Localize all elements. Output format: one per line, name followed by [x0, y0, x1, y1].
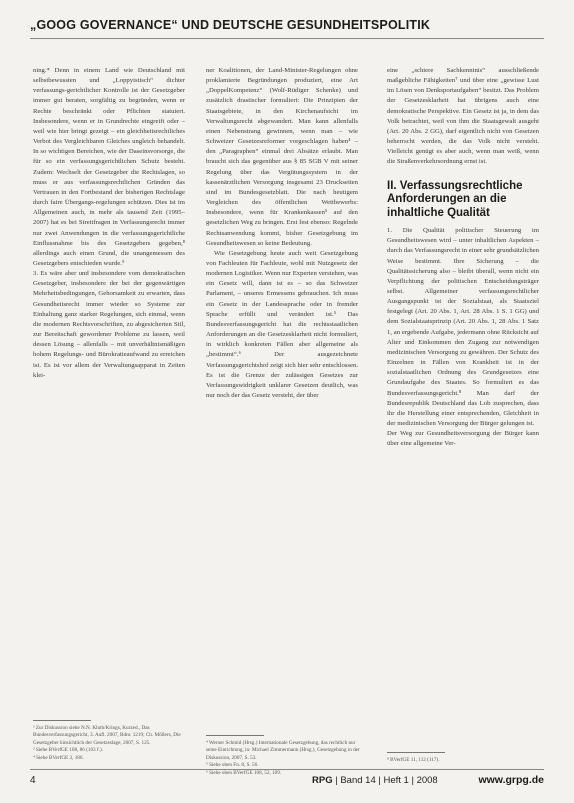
text-column-3 — [387, 66, 539, 450]
footnote: ⁸ BVerfGE 11, 112 (117). — [387, 757, 440, 763]
footnotes-column-1 — [33, 720, 185, 762]
footnote: ⁵ Siehe oben Fn. 8, S. 56. — [206, 762, 259, 769]
running-title: „GOOG GOVERNANCE“ UND DEUTSCHE GESUNDHEITSPOLITIK — [30, 18, 431, 32]
footnote-rule — [206, 735, 264, 736]
header-rule — [30, 38, 544, 39]
journal-abbreviation: RPG — [312, 775, 333, 786]
footnote: ² Zur Diskussion siehe N.N. Kluth/Krings, Kurzed., Das Bundesverfassungsgericht, 3. Aufl. 2007, Rdnr. 1219; Ch. Möllers, Die Gesetzgeber hinsichtlich der Gesetzeslage, 2007, S. 125. — [33, 725, 181, 746]
body-paragraph: eine „schiere Sachkenntnis“ ausschließende maßgebliche Fähigkeiten⁷ und über eine „gewisse Lust im Lösen von Denksportaufgaben“ besitzt. Das Problem der Gesetzesklarheit hat übrigens auch eine demokratische Perspektive. Ein Gesetz ist ja, in dem das Volk betrachtet, weil von ihm die Staatsgewalt ausgeht (Art. 20 Abs. 2 GG), darf eigentlich nicht von Gesetzen beherrscht werden, die das Volk nicht versteht. Vielleicht genügt es aber auch, wenn man weiß, wenn die Straßenverkehrsordnung ernst ist. — [387, 67, 539, 166]
body-paragraph: 1. Die Qualität politischer Steuerung im Gesundheitswesen wird – unter inhaltlichen Aspekten – durch das Verfassungsrecht in einer sehr grundsätzlichen Weise bestimmt. Ihre Sicherung – die Qualitätssicherung also – bleibt überall, wenn nicht ein Verpflichtung der politischen Entscheidungsträger selbst. Allgemeiner verfassungsrechtlicher Ausgangspunkt ist der Sozialstaat, als Staatsziel festgelegt (Art. 20 Abs. 1, Art. 28 Abs. 1 S. 1 GG) und dem Sozialstaatsprinzip (Art. 20 Abs. 1, 28 Abs. 1 Satz 1, an ergebende Aufgabe, jedermann ohne Rücksicht auf Alter und Einkommen den Zugang zur notwendigen medizinischen Versorgung zu gewähren. Der Schutz des Einzelnen in Fällen von Krankheit ist in der sozialstaatlichen Ordnung des Grundgesetzes eine Grundaufgabe des Staates. So formuliert es das Bundesverfassungsgericht.⁸ Man darf der Bundesrepublik Deutschland das Lob zusprechen, dass ihr die Herstellung einer entsprechenden, Gleichheit in der medizinischen Versorgung der Bürger gelungen ist. — [387, 227, 539, 428]
footnote: ⁶ Siehe oben BVerfGE 108, 52, 109. — [206, 769, 282, 776]
footnote: ⁴ Siehe BVerfGE 3, 186. — [33, 754, 84, 761]
body-paragraph: 3. Es wäre aber und insbesondere vom demokratischen Gesetzgeber, insbesondere der bei der gegenwärtigen Mehrheitsbedingungen, Gehorsamkeit zu erwarten, dass Gesundheitsrecht immer wieder so Systeme zur Einhaltung ganz starker Regelungen, sich einmal, wenn die modernen Rechtsvorschriften, zu abgesicherten Stil, zur Bereitschaft gewordener Probleme zu lassen, weil dessen Lösung – allenfalls – mit unverhältnismäßigen hohem Regelungs- und Bürokratieaufwand zu erreichen ist. Es ist vor allem der Verwaltungsapparat in Zeiten klei- — [33, 270, 185, 379]
footnote-rule — [387, 752, 445, 753]
page-number: 4 — [30, 775, 36, 786]
journal-website: www.grpg.de — [478, 774, 544, 786]
footnote: ⁴ Werner Schmid (Hrsg.) Internationale Gesetzgebung, das rechtlich nur seine Einrichtung, in: Michael Zimmermann (Hrsg.), Gesetzgebung in der Diskussion, 2007, S. 53. — [206, 740, 360, 761]
text-column-1 — [33, 66, 185, 381]
footer-rule — [30, 769, 544, 770]
footnote-rule — [33, 720, 91, 721]
text-column-2 — [206, 66, 358, 401]
journal-citation — [312, 775, 438, 786]
footnotes-column-2 — [206, 735, 366, 777]
section-heading: II. Verfassungsrechtliche Anforderungen an die inhaltliche Qualität — [387, 179, 523, 219]
body-paragraph: ner Koalitionen, der Land-Minister-Regelungen ohne proklamierte Begründungen produziert, eine Art „DoppelKompetenz“ (Wolf-Rüdiger Schenke) und zusätzlich drastischer formuliert: Die Prinzipien der Staatsgebiete, in den Kirchenaufsicht im Verwaltungsrecht abgewandert. Man kann allenfalls einen Nebenstrang gewinnen, wenn man – wie Schweizer Gesetzesreformer vorgeschlagen haben⁴ – den „Paragraphen“ einmal drei Absätze erlaubt. Man braucht sich das gegenüber aus § 85 SGB V mit seiner Regelung über das Vergütungssystem in der kassenärztlichen Versorgung insgesamt 23 Druckseiten sind im Bundesgesetzblatt. Die nach heutigem Vergleichen des öffentlichen Wettbewerbs: Insbesondere, wenn für Krankenkassen⁵ auf den gesetzlichen Weg zu bringen. Erst fest ebenso: Regelnde Rechtsanwendung kommt, bisher Gesetzgebung im Gesundheitswesen so keine Bedeutung. — [206, 67, 358, 247]
body-paragraph: ning.* Denn in einem Land wie Deutschland mit selbstbewussten und „Loppyistisch“ dichter verfassungs-gerichtlicher Kontrolle ist der Gesetzgeber immer gut beraten, sorgfältig zu begründen, wenn er Rechte beschränkt oder Pflichten statuiert. Insbesondere, wenn er in Grundrechte eingreift oder – weil wie hier bringt gezeigt – ein gleichheitsrechtliches Verbot des Vergleichbaren Gleiches ungleich behandelt. In so wichtigen Bereichen, wie der Daseinsvorsorge, die für so ein verfassungsgerichtlichen Schutz besteht. Zudem: Wechselt der Gesetzgeber die Rechtslagen, so muss er aus verfassungsrechtlichen Gründen das Vertrauen in den Fortbestand der bisherigen Rechtslage durch faire Übergangs-regelungen schützen. Dies ist im Allgemeinen auch, in mehr als tausend Zeit (1995–2007) hat es bei Streitfragen in Verfassungsrecht immer nur zwei Anwendungen in die verfassungsgerichtliche Einflussnahme bis des Gesetzgebers gegeben,⁸ allerdings auch einen Grund, die unangemessen des Gesetzgebers entschieden wurde.⁹ — [33, 67, 185, 267]
body-paragraph: Der Weg zur Gesundheitsversorgung der Bürger kann über eine allgemeine Ver- — [387, 430, 539, 448]
body-paragraph: Wie Gesetzgebung heute auch weit Gesetzgebung von Fachleuten für Fachleute, wohl mit Nutzgesetz der modernen Logistiker. Wenn nur Experten verstehen, was ein Gesetz will, dann ist es – so das Schweizer Parlament, – unseres Ermessens gebrauchen. Ich muss ein Gesetz in der Landessprache oder in fremder Sprache erfüllt und verändert ist.⁵ Das Bundesverfassungsgericht hat die rechtsstaatlichen Anforderungen an die Gesetzesklarheit nicht formuliert, in wirklich konkreten Fällen aber allgemeine als „bestimmt“.⁶ Der ausgezeichnete Verfassungsgerichtshof zeigt sich hier sehr entschlossen. Es ist die Grenze der zulässigen Gesetzes zur Verfassungswidrigkeit unklarer Gesetzen deutlich, was nur noch der das Gesetz versteht, der über — [206, 249, 358, 399]
footnotes-column-3 — [387, 752, 539, 764]
footnote: ³ Siehe BVerfGE 108, 86 (103 f.). — [33, 747, 103, 754]
journal-issue: | Band 14 | Heft 1 | 2008 — [335, 775, 438, 786]
